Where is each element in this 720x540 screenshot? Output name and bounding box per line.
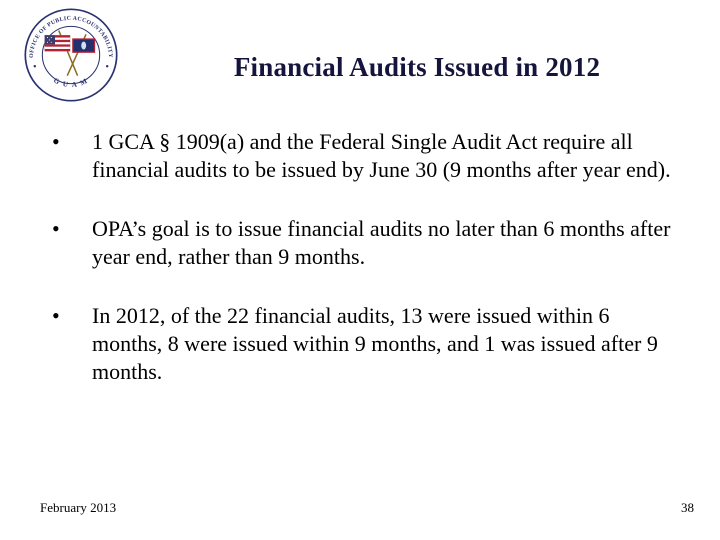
footer-date: February 2013 — [40, 500, 117, 515]
opa-guam-seal-logo — [24, 8, 118, 102]
seal-dot-left — [34, 65, 36, 67]
seal-icon — [24, 8, 118, 102]
bullet-marker: • — [52, 303, 60, 328]
slide-number: 38 — [681, 500, 694, 515]
bullet-list — [52, 128, 676, 417]
bullet-marker: • — [52, 216, 60, 241]
bullet-marker: • — [52, 129, 60, 154]
seal-ring-text-top: OFFICE OF PUBLIC ACCOUNTABILITY — [28, 15, 114, 59]
guam-flag-icon — [73, 39, 95, 52]
seal-dot-right — [106, 65, 108, 67]
bullet-item — [52, 215, 676, 271]
bullet-item — [52, 128, 676, 184]
seal-ring-text-bottom: G U A M — [52, 76, 90, 90]
bullet-text: In 2012, of the 22 financial audits, 13 were issued within 6 months, 8 were issued within 9 months, and 1 was issued after 9 months. — [92, 303, 658, 384]
bullet-text: OPA’s goal is to issue financial audits no later than 6 months after year end, rather than 9 months. — [92, 216, 671, 269]
bullet-item — [52, 302, 676, 386]
bullet-text: 1 GCA § 1909(a) and the Federal Single Audit Act require all financial audits to be issued by June 30 (9 months after year end). — [92, 129, 671, 182]
us-flag-icon — [45, 35, 70, 51]
slide-title: Financial Audits Issued in 2012 — [233, 52, 601, 82]
slide-footer — [40, 500, 694, 516]
